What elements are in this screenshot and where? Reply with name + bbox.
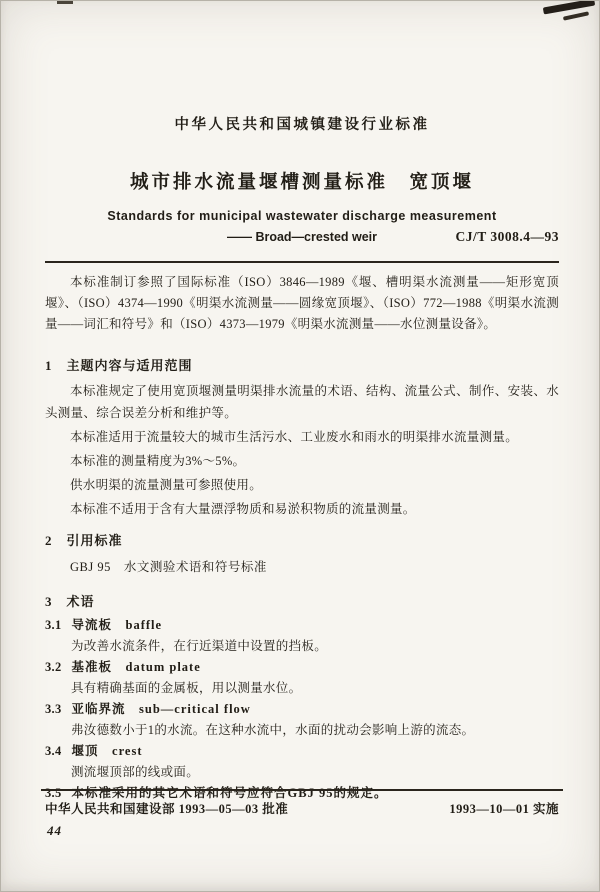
- term-item: [45, 699, 559, 741]
- scan-artifact-edge-tick: [57, 1, 73, 4]
- scope-paragraph: 供水明渠的流量测量可参照使用。: [70, 478, 263, 492]
- section-2-heading: 2 引用标准: [45, 533, 123, 548]
- standard-number: CJ/T 3008.4—93: [455, 229, 559, 244]
- section-references: [45, 530, 559, 577]
- footer-divider-rule: [41, 789, 563, 791]
- term-definition: 为改善水流条件，在行近渠道中设置的挡板。: [71, 639, 328, 653]
- document-footer: [45, 799, 563, 817]
- page-number: 44: [47, 823, 62, 838]
- term-definition: 测流堰顶部的线或面。: [71, 765, 200, 779]
- term-number: 3.4: [45, 744, 62, 758]
- implementation-date: 1993—10—01 实施: [449, 802, 559, 816]
- section-3-heading: 3 术语: [45, 594, 95, 609]
- term-number: 3.1: [45, 618, 62, 632]
- term-title: 堰顶 crest: [71, 744, 143, 758]
- term-line: [45, 657, 559, 678]
- term-title: 亚临界流 sub—critical flow: [71, 702, 251, 716]
- document-header: [45, 113, 559, 248]
- term-definition: 具有精确基面的金属板，用以测量水位。: [71, 681, 302, 695]
- section-1-heading: 1 主题内容与适用范围: [45, 358, 193, 373]
- scope-paragraph: 本标准适用于流量较大的城市生活污水、工业废水和雨水的明渠排水流量测量。: [70, 430, 519, 444]
- section-terms: [45, 591, 559, 804]
- reference-item: GBJ 95 水文测验术语和符号标准: [70, 560, 267, 574]
- standard-class-heading: 中华人民共和国城镇建设行业标准: [174, 117, 430, 133]
- term-item: [45, 615, 559, 657]
- foreword-paragraph: 本标准制订参照了国际标准（ISO）3846—1989《堰、槽明渠水流测量——矩形宽顶堰》、（ISO）4374—1990《明渠水流测量——圆缘宽顶堰》、（ISO）772—1988《明渠水流测量——词汇和符号》和（ISO）4373—1979《明渠水流测量——水位测量设备》。: [45, 275, 559, 331]
- term-item: [45, 657, 559, 699]
- document-title-en-line1: Standards for municipal wastewater discharge measurement: [107, 209, 497, 223]
- term-number: 3.5: [45, 786, 62, 800]
- term-line: [45, 741, 559, 762]
- document-title-cn: 城市排水流量堰槽测量标准 宽顶堰: [129, 173, 474, 193]
- scope-paragraph: 本标准规定了使用宽顶堰测量明渠排水流量的术语、结构、流量公式、制作、安装、水头测量、综合误差分析和维护等。: [45, 384, 559, 420]
- document-title-en-line2: —— Broad—crested weir: [226, 230, 378, 244]
- scope-paragraph: 本标准不适用于含有大量漂浮物质和易淤积物质的流量测量。: [70, 502, 416, 516]
- scope-paragraph: 本标准的测量精度为3%～5%。: [70, 454, 246, 468]
- page-content: [1, 1, 599, 804]
- term-number: 3.3: [45, 702, 62, 716]
- term-line: [45, 699, 559, 720]
- terms-list: [45, 615, 559, 804]
- approval-line: 中华人民共和国建设部 1993—05—03 批准: [45, 802, 289, 816]
- term-item: [45, 741, 559, 783]
- term-title: 导流板 baffle: [71, 618, 163, 632]
- term-number: 3.2: [45, 660, 62, 674]
- title-en-row: [45, 230, 559, 248]
- section-scope: [45, 355, 559, 520]
- header-divider-rule: [45, 261, 559, 263]
- term-title: 基准板 datum plate: [71, 660, 201, 674]
- term-title: 本标准采用的其它术语和符号应符合GBJ 95的规定。: [71, 786, 388, 800]
- term-definition: 弗汝德数小于1的水流。在这种水流中，水面的扰动会影响上游的流态。: [71, 723, 475, 737]
- term-line: [45, 615, 559, 636]
